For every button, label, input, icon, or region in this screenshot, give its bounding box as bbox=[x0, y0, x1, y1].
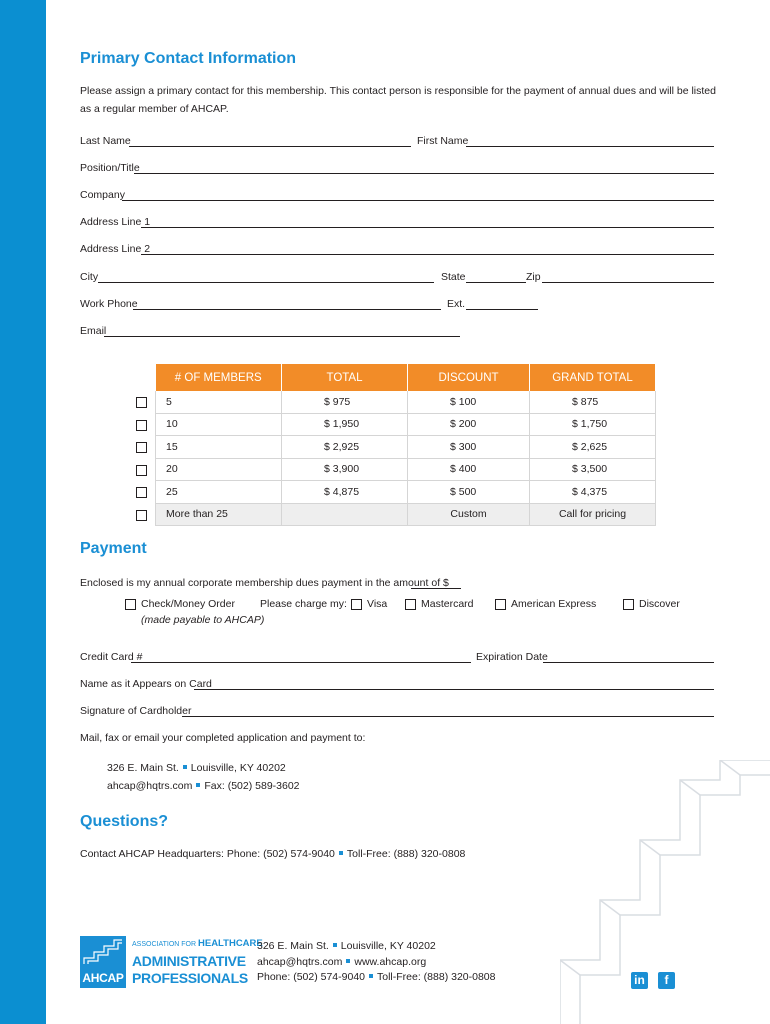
first-name-label: First Name bbox=[417, 135, 469, 147]
members-cell: 5 bbox=[156, 391, 282, 413]
address1-label: Address Line 1 bbox=[80, 216, 151, 228]
card-number-field[interactable] bbox=[131, 662, 471, 663]
checkbox-10-members[interactable] bbox=[136, 420, 147, 431]
visa-checkbox[interactable] bbox=[351, 599, 362, 610]
footer-email[interactable]: ahcap@hqtrs.com bbox=[257, 955, 343, 968]
primary-contact-intro: Please assign a primary contact for this membership. This contact person is responsible for the payment of annual dues and will be listed as a regular member of AHCAP. bbox=[80, 85, 716, 115]
city-label: City bbox=[80, 271, 99, 283]
discount-cell: Custom bbox=[408, 503, 530, 526]
name-on-card-field[interactable] bbox=[194, 689, 714, 690]
discount-cell: $ 300 bbox=[408, 436, 530, 459]
members-cell: 10 bbox=[156, 413, 282, 436]
total-cell-empty bbox=[282, 503, 408, 526]
grand-total-cell: $ 1,750 bbox=[530, 413, 656, 436]
expiration-label: Expiration Date bbox=[476, 651, 548, 663]
footer-phone: Phone: (502) 574-9040 bbox=[257, 971, 365, 983]
table-row bbox=[156, 436, 656, 459]
discount-cell: $ 100 bbox=[408, 391, 530, 413]
side-accent-bar bbox=[0, 0, 46, 1024]
logo-healthcare-text: HEALTHCARE bbox=[198, 938, 263, 949]
pricing-header-row bbox=[156, 364, 656, 391]
total-cell: $ 4,875 bbox=[282, 481, 408, 504]
logo-prof-text: PROFESSIONALS bbox=[132, 970, 248, 986]
work-phone-label: Work Phone bbox=[80, 298, 138, 310]
facebook-icon[interactable]: f bbox=[658, 972, 675, 989]
logo-mark bbox=[80, 936, 126, 988]
questions-contact bbox=[80, 845, 465, 863]
footer-website[interactable]: www.ahcap.org bbox=[354, 955, 427, 968]
payment-heading: Payment bbox=[80, 540, 147, 557]
checkbox-more-than-25[interactable] bbox=[136, 510, 147, 521]
members-cell: 15 bbox=[156, 436, 282, 459]
last-name-label: Last Name bbox=[80, 135, 131, 147]
amex-label: American Express bbox=[511, 598, 597, 610]
logo-stairs-icon bbox=[80, 936, 126, 966]
company-field[interactable] bbox=[122, 200, 714, 201]
address2-field[interactable] bbox=[141, 254, 714, 255]
checkbox-20-members[interactable] bbox=[136, 465, 147, 476]
address1-field[interactable] bbox=[141, 227, 714, 228]
email-field[interactable] bbox=[104, 336, 460, 337]
total-cell: $ 3,900 bbox=[282, 458, 408, 481]
enclosed-label: Enclosed is my annual corporate membership dues payment in the amount of $ bbox=[80, 577, 449, 589]
mail-fax: Fax: (502) 589-3602 bbox=[204, 780, 300, 792]
expiration-field[interactable] bbox=[543, 662, 714, 663]
checkbox-15-members[interactable] bbox=[136, 442, 147, 453]
amount-field[interactable] bbox=[411, 588, 461, 589]
position-field[interactable] bbox=[134, 173, 714, 174]
grand-total-cell: $ 875 bbox=[530, 391, 656, 413]
address2-label: Address Line 2 bbox=[80, 243, 151, 255]
total-cell: $ 2,925 bbox=[282, 436, 408, 459]
check-money-order-checkbox[interactable] bbox=[125, 599, 136, 610]
questions-tollfree: Toll-Free: (888) 320-0808 bbox=[346, 848, 466, 860]
header-members: # OF MEMBERS bbox=[156, 364, 282, 391]
visa-label: Visa bbox=[367, 598, 388, 610]
header-grand-total: GRAND TOTAL bbox=[530, 364, 656, 391]
bullet-separator bbox=[196, 783, 200, 787]
email-label: Email bbox=[80, 325, 107, 337]
state-field[interactable] bbox=[466, 282, 526, 283]
bullet-separator bbox=[346, 959, 350, 963]
logo-admin-text: ADMINISTRATIVE bbox=[132, 953, 246, 969]
checkbox-5-members[interactable] bbox=[136, 397, 147, 408]
questions-phone: Contact AHCAP Headquarters: Phone: (502) 574-9040 bbox=[80, 848, 335, 860]
table-row bbox=[156, 391, 656, 413]
mastercard-checkbox[interactable] bbox=[405, 599, 416, 610]
signature-label: Signature of Cardholder bbox=[80, 705, 192, 717]
logo-ahcap-text: AHCAP bbox=[82, 971, 124, 985]
zip-label: Zip bbox=[526, 271, 541, 283]
mail-email[interactable]: ahcap@hqtrs.com bbox=[107, 780, 193, 792]
first-name-field[interactable] bbox=[466, 146, 714, 147]
primary-contact-heading: Primary Contact Information bbox=[80, 50, 297, 67]
discount-cell: $ 400 bbox=[408, 458, 530, 481]
members-cell: 25 bbox=[156, 481, 282, 504]
grand-total-cell: $ 4,375 bbox=[530, 481, 656, 504]
signature-field[interactable] bbox=[182, 716, 714, 717]
grand-total-cell: Call for pricing bbox=[530, 503, 656, 526]
mail-city: Louisville, KY 40202 bbox=[190, 762, 286, 774]
charge-label: Please charge my: bbox=[260, 598, 347, 610]
work-phone-field[interactable] bbox=[133, 309, 441, 310]
pricing-table bbox=[155, 364, 656, 526]
mastercard-label: Mastercard bbox=[421, 598, 474, 610]
table-row bbox=[156, 458, 656, 481]
members-cell: 20 bbox=[156, 458, 282, 481]
mail-street: 326 E. Main St. bbox=[107, 762, 179, 774]
footer-city: Louisville, KY 40202 bbox=[340, 940, 436, 952]
bullet-separator bbox=[339, 851, 343, 855]
ext-field[interactable] bbox=[466, 309, 538, 310]
amex-checkbox[interactable] bbox=[495, 599, 506, 610]
discount-cell: $ 500 bbox=[408, 481, 530, 504]
bullet-separator bbox=[333, 943, 337, 947]
bullet-separator bbox=[183, 765, 187, 769]
header-discount: DISCOUNT bbox=[408, 364, 530, 391]
footer-street: 326 E. Main St. bbox=[257, 940, 329, 952]
members-cell: More than 25 bbox=[156, 503, 282, 526]
header-total: TOTAL bbox=[282, 364, 408, 391]
company-label: Company bbox=[80, 189, 125, 201]
ahcap-logo bbox=[80, 936, 263, 988]
logo-assoc-text: ASSOCIATION FOR HEALTHCARE bbox=[132, 938, 263, 949]
last-name-field[interactable] bbox=[129, 146, 411, 147]
check-payable-note: (made payable to AHCAP) bbox=[141, 614, 265, 626]
mail-address bbox=[107, 759, 300, 795]
discount-cell: $ 200 bbox=[408, 413, 530, 436]
name-on-card-label: Name as it Appears on Card bbox=[80, 678, 212, 690]
total-cell: $ 1,950 bbox=[282, 413, 408, 436]
grand-total-cell: $ 3,500 bbox=[530, 458, 656, 481]
zip-field[interactable] bbox=[542, 282, 714, 283]
check-money-order-label: Check/Money Order bbox=[141, 598, 235, 610]
table-row bbox=[156, 413, 656, 436]
ext-label: Ext. bbox=[447, 298, 466, 310]
table-row bbox=[156, 481, 656, 504]
card-number-label: Credit Card # bbox=[80, 651, 143, 663]
city-field[interactable] bbox=[98, 282, 434, 283]
discover-label: Discover bbox=[639, 598, 680, 610]
position-label: Position/Title bbox=[80, 162, 140, 174]
mail-note: Mail, fax or email your completed application and payment to: bbox=[80, 732, 366, 744]
table-row-more-than-25 bbox=[156, 503, 656, 526]
discover-checkbox[interactable] bbox=[623, 599, 634, 610]
questions-heading: Questions? bbox=[80, 813, 169, 830]
grand-total-cell: $ 2,625 bbox=[530, 436, 656, 459]
footer-contact bbox=[257, 939, 495, 986]
state-label: State bbox=[441, 271, 466, 283]
bullet-separator bbox=[369, 974, 373, 978]
total-cell: $ 975 bbox=[282, 391, 408, 413]
linkedin-icon[interactable]: in bbox=[631, 972, 648, 989]
footer-tollfree: Toll-Free: (888) 320-0808 bbox=[377, 971, 496, 983]
checkbox-25-members[interactable] bbox=[136, 487, 147, 498]
